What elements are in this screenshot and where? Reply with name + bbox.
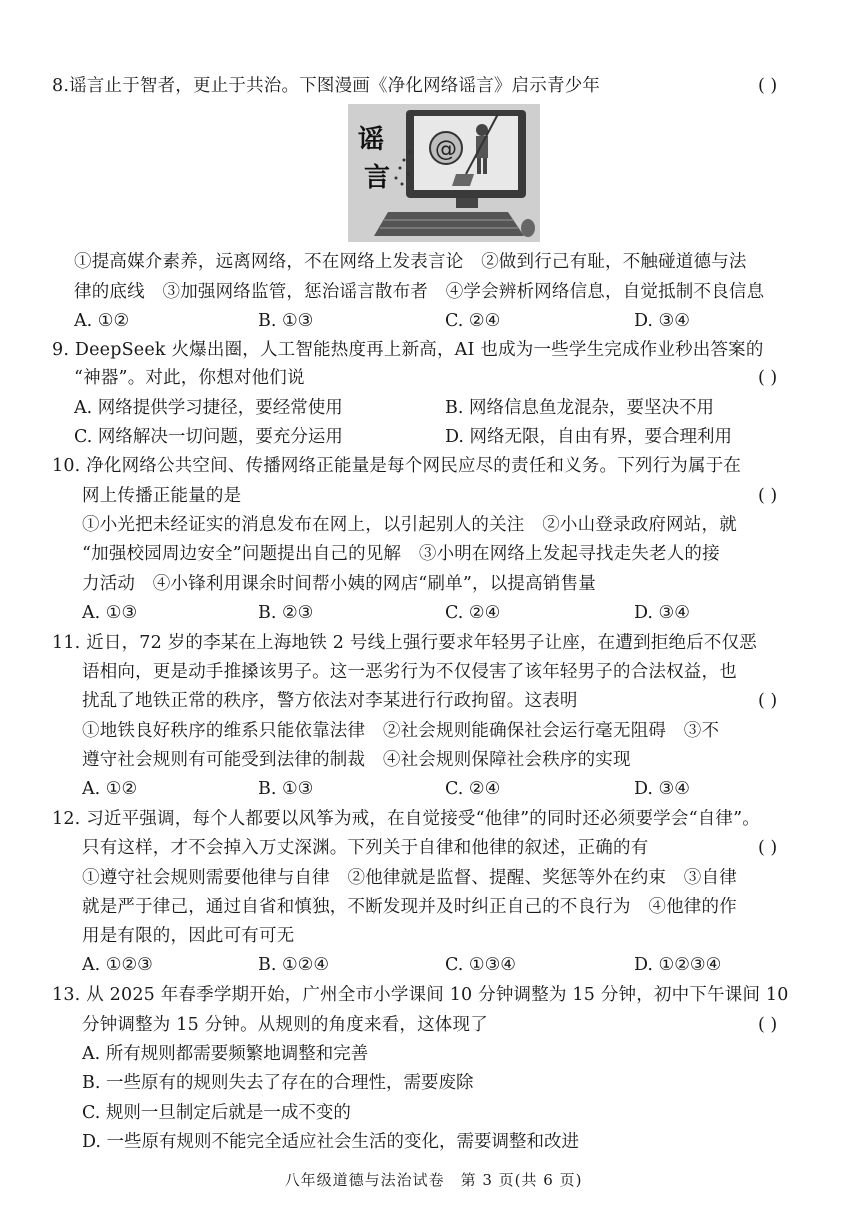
q13-option-a: A. 所有规则都需要频繁地调整和完善 [82, 1044, 369, 1064]
worker-body [476, 136, 488, 158]
rumor-char-1: 谣 [358, 125, 385, 155]
monitor-stand [456, 198, 478, 208]
q11-option-a: A. ①② [82, 779, 138, 799]
q11-stem-line-3: 扰乱了地铁正常的秩序，警方依法对李某进行行政拘留。这表明 [82, 691, 578, 711]
q8-option-d: D. ③④ [634, 311, 690, 331]
q11-option-d: D. ③④ [634, 779, 690, 799]
q13-option-d: D. 一些原有规则不能完全适应社会生活的变化，需要调整和改进 [82, 1132, 580, 1152]
q11-option-c: C. ②④ [445, 779, 501, 799]
cartoon-image [348, 104, 540, 242]
q10-option-a: A. ①③ [82, 603, 138, 623]
q10-statement-line-3: 力活动 ④小锋利用课余时间帮小姨的网店“刷单”，以提高销售量 [82, 574, 596, 594]
q9-answer-paren: ( ) [758, 368, 778, 388]
q12-statement-line-3: 用是有限的，因此可有可无 [82, 926, 295, 946]
q13-option-c: C. 规则一旦制定后就是一成不变的 [82, 1103, 351, 1123]
q12-option-a: A. ①②③ [82, 955, 153, 975]
worker-leg-left [477, 158, 481, 174]
q9-stem-line-1: 9. DeepSeek 火爆出圈，人工智能热度再上新高，AI 也成为一些学生完成作业秒出答案的 [52, 340, 764, 360]
q8-statement-line-2: 律的底线 ③加强网络监管，惩治谣言散布者 ④学会辨析网络信息，自觉抵制不良信息 [74, 282, 765, 302]
q11-statement-line-1: ①地铁良好秩序的维系只能依靠法律 ②社会规则能确保社会运行毫无阻碍 ③不 [82, 721, 720, 741]
worker-leg-right [483, 158, 487, 174]
q10-stem-line-2: 网上传播正能量的是 [82, 486, 242, 506]
q8-option-c: C. ②④ [445, 311, 501, 331]
q12-answer-paren: ( ) [758, 838, 778, 858]
q8-stem-line-1: 8.谣言止于智者，更止于共治。下图漫画《净化网络谣言》启示青少年 [52, 76, 601, 96]
q9-stem-line-2: “神器”。对此，你想对他们说 [74, 368, 305, 388]
q12-option-d: D. ①②③④ [634, 955, 722, 975]
q13-answer-paren: ( ) [758, 1015, 778, 1035]
rumor-char-2: 言 [364, 163, 391, 193]
q9-option-b: B. 网络信息鱼龙混杂，要坚决不用 [445, 398, 714, 418]
q11-statement-line-2: 遵守社会规则有可能受到法律的制裁 ④社会规则保障社会秩序的实现 [82, 750, 631, 770]
page-footer: 八年级道德与法治试卷 第 3 页(共 6 页) [284, 1171, 583, 1189]
q10-option-d: D. ③④ [634, 603, 690, 623]
q13-stem-line-2: 分钟调整为 15 分钟。从规则的角度来看，这体现了 [82, 1015, 488, 1035]
q10-statement-line-1: ①小光把未经证实的消息发布在网上，以引起别人的关注 ②小山登录政府网站，就 [82, 515, 737, 535]
q11-option-b: B. ①③ [258, 779, 314, 799]
q9-option-d: D. 网络无限，自由有界，要合理利用 [445, 427, 733, 447]
keyboard [374, 212, 524, 236]
q13-stem-line-1: 13. 从 2025 年春季学期开始，广州全市小学课间 10 分钟调整为 15 分钟，初中下午课间 10 [52, 985, 789, 1005]
mouse [521, 219, 535, 237]
q8-option-b: B. ①③ [258, 311, 314, 331]
q13-option-b: B. 一些原有的规则失去了存在的合理性，需要废除 [82, 1073, 474, 1093]
at-symbol-icon: @ [435, 137, 457, 162]
q8-option-a: A. ①② [74, 311, 130, 331]
q12-stem-line-1: 12. 习近平强调，每个人都要以风筝为戒，在自觉接受“他律”的同时还必须要学会“自律”。 [52, 809, 760, 829]
q9-option-c: C. 网络解决一切问题，要充分运用 [74, 427, 343, 447]
q8-answer-paren: ( ) [758, 76, 778, 96]
q12-statement-line-1: ①遵守社会规则需要他律与自律 ②他律就是监督、提醒、奖惩等外在约束 ③自律 [82, 868, 737, 888]
q10-stem-line-1: 10. 净化网络公共空间、传播网络正能量是每个网民应尽的责任和义务。下列行为属于在 [52, 456, 742, 476]
q10-statement-line-2: “加强校园周边安全”问题提出自己的见解 ③小明在网络上发起寻找走失老人的接 [82, 544, 720, 564]
q12-stem-line-2: 只有这样，才不会掉入万丈深渊。下列关于自律和他律的叙述，正确的有 [82, 838, 649, 858]
q11-stem-line-2: 语相向，更是动手推搡该男子。这一恶劣行为不仅侵害了该年轻男子的合法权益，也 [82, 662, 737, 682]
q11-answer-paren: ( ) [758, 691, 778, 711]
q8-statement-line-1: ①提高媒介素养，远离网络，不在网络上发表言论 ②做到行己有耻，不触碰道德与法 [74, 252, 747, 272]
q12-option-c: C. ①③④ [445, 955, 516, 975]
q11-stem-line-1: 11. 近日，72 岁的李某在上海地铁 2 号线上强行要求年轻男子让座，在遭到拒绝后不仅恶 [52, 633, 757, 653]
q12-statement-line-2: 就是严于律己，通过自省和慎独，不断发现并及时纠正自己的不良行为 ④他律的作 [82, 897, 737, 917]
q10-option-b: B. ②③ [258, 603, 314, 623]
q10-option-c: C. ②④ [445, 603, 501, 623]
q9-option-a: A. 网络提供学习捷径，要经常使用 [74, 398, 343, 418]
q12-option-b: B. ①②④ [258, 955, 330, 975]
q10-answer-paren: ( ) [758, 486, 778, 506]
